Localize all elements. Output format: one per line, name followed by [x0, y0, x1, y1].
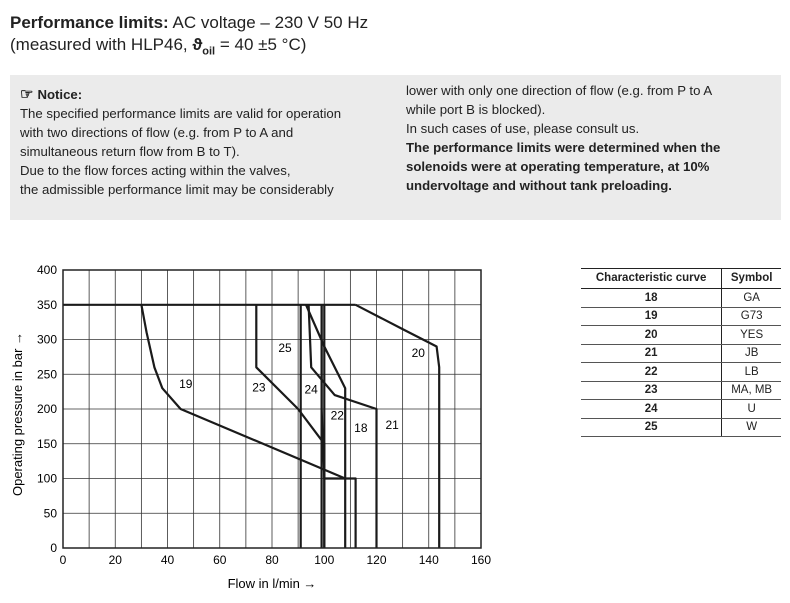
x-tick-label: 160: [470, 553, 492, 567]
title-rest: AC voltage – 230 V 50 Hz: [168, 13, 369, 32]
theta-symbol: ϑ: [192, 35, 203, 54]
y-tick-label: 150: [36, 436, 57, 451]
y-tick-label: 250: [36, 367, 57, 382]
x-tick-label: 60: [213, 553, 227, 567]
curve-label: 25: [278, 341, 292, 356]
y-tick-label: 50: [43, 506, 57, 521]
table-row: [581, 289, 781, 308]
y-tick-label: 100: [36, 471, 57, 486]
page-title: [10, 12, 368, 62]
symbol-cell: JB: [722, 344, 781, 363]
title-line2-b: = 40 ±5 °C): [215, 35, 307, 54]
y-axis-label: Operating pressure in bar →: [10, 331, 25, 497]
y-tick-label: 300: [36, 332, 57, 347]
performance-chart: [0, 260, 570, 600]
x-tick-label: 80: [265, 553, 279, 567]
curve-label: 18: [354, 420, 368, 435]
chart-grid: [63, 270, 481, 548]
pointing-hand-icon: ☞: [20, 86, 34, 103]
x-axis-label: Flow in l/min →: [227, 576, 317, 591]
symbol-cell: YES: [722, 326, 781, 345]
notice-bold-line: solenoids were at operating temperature, at 10%: [406, 159, 710, 174]
symbol-cell: W: [722, 418, 781, 437]
y-tick-label: 0: [50, 541, 57, 555]
curve-cell: 23: [581, 381, 722, 400]
symbol-table: [581, 268, 781, 437]
x-tick-label: 0: [59, 553, 67, 567]
curve-labels: [179, 341, 425, 435]
symbol-cell: U: [722, 400, 781, 419]
table-row: [581, 307, 781, 326]
theta-subscript: oil: [202, 45, 216, 58]
curve-label: 23: [252, 380, 266, 395]
notice-right-line: while port B is blocked).: [406, 102, 546, 117]
symbol-cell: G73: [722, 307, 781, 326]
x-tick-label: 40: [160, 553, 175, 567]
notice-left-line: the admissible performance limit may be considerably: [20, 182, 334, 197]
curve-cell: 25: [581, 418, 722, 437]
symbol-cell: GA: [722, 289, 781, 308]
title-bold: Performance limits:: [10, 13, 169, 32]
x-tick-label: 20: [108, 553, 122, 567]
notice-bold-line: The performance limits were determined when the: [406, 140, 721, 155]
notice-bold-line: undervoltage and without tank preloading.: [406, 178, 672, 193]
curve-cell: 21: [581, 344, 722, 363]
notice-left-line: Due to the flow forces acting within the valves,: [20, 163, 291, 178]
curve-label: 20: [411, 345, 425, 360]
notice-left-line: The specified performance limits are valid for operation: [20, 106, 342, 121]
notice-left-column: [20, 85, 400, 199]
curve-label: 21: [385, 418, 399, 433]
symbol-cell: LB: [722, 363, 781, 382]
table-row: [581, 326, 781, 345]
notice-left-line: with two directions of flow (e.g. from P to A and: [20, 125, 294, 140]
table-row: [581, 363, 781, 382]
notice-right-line: In such cases of use, please consult us.: [406, 121, 640, 136]
curve-label: 19: [179, 377, 193, 392]
y-tick-label: 200: [36, 402, 57, 416]
notice-right-line: lower with only one direction of flow (e.g. from P to A: [406, 83, 713, 98]
table-row: [581, 344, 781, 363]
curve-label: 24: [304, 382, 318, 397]
notice-right-column: [406, 81, 776, 195]
curve-cell: 20: [581, 326, 722, 345]
curve-label: 22: [330, 408, 344, 423]
chart-ticks: [37, 263, 491, 567]
curve-cell: 24: [581, 400, 722, 419]
header-characteristic-curve: Characteristic curve: [581, 269, 722, 289]
notice-heading-row: [20, 85, 400, 104]
symbol-cell: MA, MB: [722, 381, 781, 400]
table-row: [581, 400, 781, 419]
notice-box: [10, 75, 781, 220]
curve-cell: 22: [581, 363, 722, 382]
notice-left-line: simultaneous return flow from B to T).: [20, 144, 240, 159]
table-row: [581, 418, 781, 437]
table-row: [581, 381, 781, 400]
y-tick-label: 350: [36, 297, 57, 312]
title-line2-a: (measured with HLP46,: [10, 35, 193, 54]
curve-cell: 18: [581, 289, 722, 308]
notice-heading: Notice:: [37, 87, 83, 102]
y-tick-label: 400: [36, 263, 57, 277]
x-tick-label: 120: [366, 553, 387, 567]
x-tick-label: 140: [418, 553, 439, 567]
header-symbol: Symbol: [722, 269, 781, 289]
x-tick-label: 100: [314, 553, 335, 567]
chart-curves: [63, 305, 439, 548]
curve-cell: 19: [581, 307, 722, 326]
